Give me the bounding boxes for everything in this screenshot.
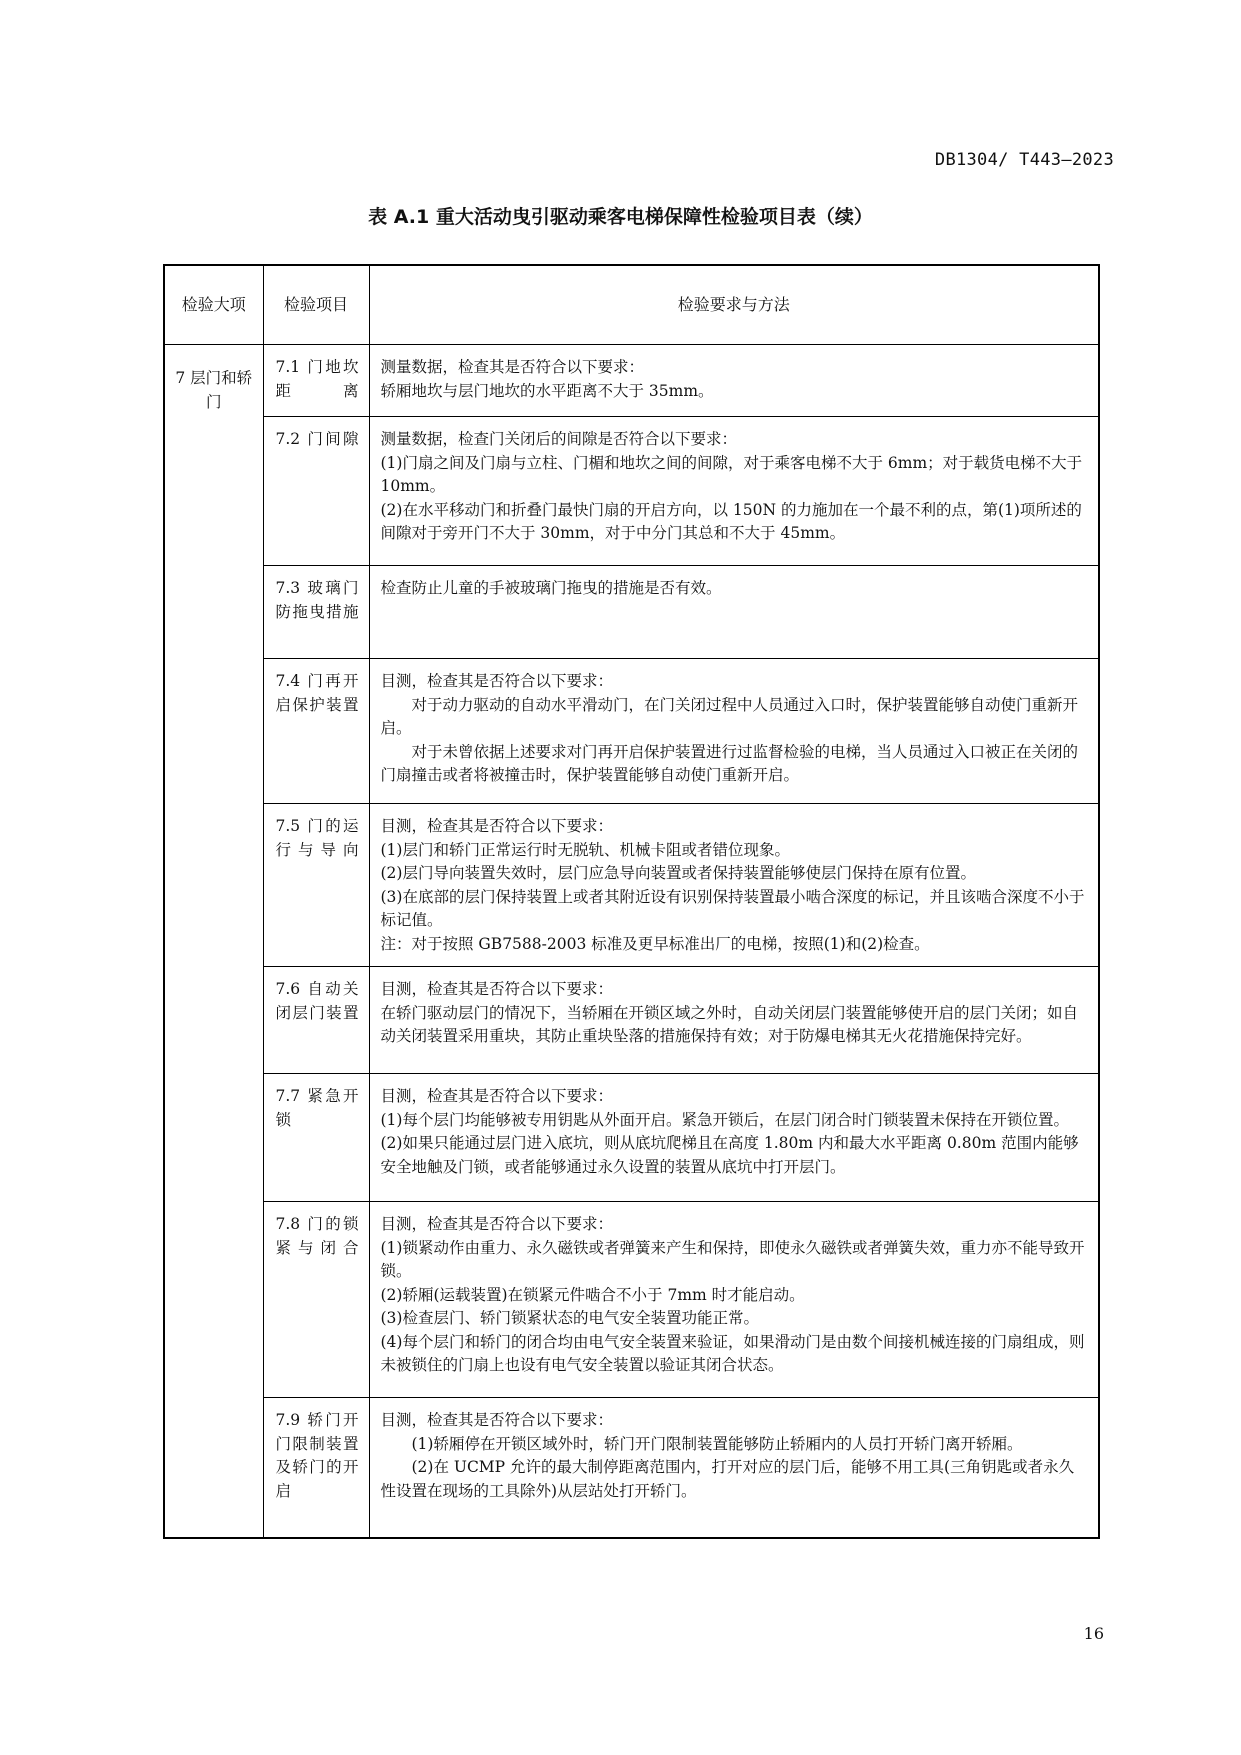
req-line: 对于动力驱动的自动水平滑动门，在门关闭过程中人员通过入口时，保护装置能够自动使门重新开启。 <box>380 695 1079 737</box>
req-line: 目测，检查其是否符合以下要求： <box>380 980 614 998</box>
requirement-cell <box>369 345 1099 417</box>
item-cell: 7.4 门再开启保护装置 <box>263 659 369 804</box>
req-line: (2)在水平移动门和折叠门最快门扇的开启方向，以 150N 的力施加在一个最不利的点，第(1)项所述的间隙对于旁开门不大于 30mm，对于中分门其总和不大于 45mm。 <box>380 500 1082 542</box>
req-line: 目测，检查其是否符合以下要求： <box>380 817 614 835</box>
req-line: (1)层门和轿门正常运行时无脱轨、机械卡阻或者错位现象。 <box>380 840 790 859</box>
item-cell: 7.8 门的锁紧与闭合 <box>263 1202 369 1398</box>
req-line: (1)门扇之间及门扇与立柱、门楣和地坎之间的间隙，对于乘客电梯不大于 6mm；对于载货电梯不大于 10mm。 <box>380 453 1083 495</box>
requirement-cell <box>369 1074 1099 1202</box>
table-row <box>164 566 1099 659</box>
req-line: 目测，检查其是否符合以下要求： <box>380 1411 614 1429</box>
item-cell: 7.6 自动关闭层门装置 <box>263 967 369 1074</box>
table-row <box>164 804 1099 967</box>
item-cell: 7.5 门的运行与导向 <box>263 804 369 967</box>
req-line: 目测，检查其是否符合以下要求： <box>380 672 614 690</box>
requirement-cell <box>369 804 1099 967</box>
item-cell: 7.7 紧急开锁 <box>263 1074 369 1202</box>
table-row <box>164 1074 1099 1202</box>
item-cell: 7.1 门地坎距离 <box>263 345 369 417</box>
requirement-cell <box>369 1202 1099 1398</box>
page-number: 16 <box>1083 1624 1104 1643</box>
table-row <box>164 1398 1099 1538</box>
table-title: 表 A.1 重大活动曳引驱动乘客电梯保障性检验项目表（续） <box>368 206 873 228</box>
header-requirement: 检验要求与方法 <box>369 265 1099 345</box>
header-category: 检验大项 <box>164 265 263 345</box>
req-line: (2)在 UCMP 允许的最大制停距离范围内，打开对应的层门后，能够不用工具(三角钥匙或者永久性设置在现场的工具除外)从层站处打开轿门。 <box>380 1458 1075 1500</box>
requirement-cell <box>369 417 1099 566</box>
req-line: (1)每个层门均能够被专用钥匙从外面开启。紧急开锁后，在层门闭合时门锁装置未保持在开锁位置。 <box>380 1110 1069 1129</box>
req-line: 检查防止儿童的手被玻璃门拖曳的措施是否有效。 <box>380 579 722 597</box>
item-cell: 7.3 玻璃门防拖曳措施 <box>263 566 369 659</box>
req-line: (2)层门导向装置失效时，层门应急导向装置或者保持装置能够使层门保持在原有位置。 <box>380 864 976 882</box>
inspection-table <box>163 264 1100 1539</box>
req-line: 测量数据，检查门关闭后的间隙是否符合以下要求： <box>380 430 738 448</box>
req-line: (2)如果只能通过层门进入底坑，则从底坑爬梯且在高度 1.80m 内和最大水平距离 0.80m 范围内能够安全地触及门锁，或者能够通过永久设置的装置从底坑中打开层门。 <box>380 1134 1079 1176</box>
table-row <box>164 1202 1099 1398</box>
item-cell: 7.2 门间隙 <box>263 417 369 566</box>
requirement-cell <box>369 967 1099 1074</box>
requirement-cell <box>369 1398 1099 1538</box>
req-line: (1)轿厢停在开锁区域外时，轿门开门限制装置能够防止轿厢内的人员打开轿门离开轿厢。 <box>411 1434 1023 1453</box>
req-line: (4)每个层门和轿门的闭合均由电气安全装置来验证，如果滑动门是由数个间接机械连接的门扇组成，则未被锁住的门扇上也设有电气安全装置以验证其闭合状态。 <box>380 1332 1085 1374</box>
req-line: 目测，检查其是否符合以下要求： <box>380 1087 614 1105</box>
req-line: (1)锁紧动作由重力、永久磁铁或者弹簧来产生和保持，即使永久磁铁或者弹簧失效，重力亦不能导致开锁。 <box>380 1238 1085 1280</box>
req-line: 轿厢地坎与层门地坎的水平距离不大于 35mm。 <box>380 381 714 400</box>
req-line: 在轿门驱动层门的情况下，当轿厢在开锁区域之外时，自动关闭层门装置能够使开启的层门关闭；如自动关闭装置采用重块，其防止重块坠落的措施保持有效；对于防爆电梯其无火花措施保持完好。 <box>380 1003 1079 1045</box>
req-note: 注：对于按照 GB7588-2003 标准及更早标准出厂的电梯，按照(1)和(2)检查。 <box>380 934 930 953</box>
req-line: (3)检查层门、轿门锁紧状态的电气安全装置功能正常。 <box>380 1309 759 1327</box>
category-cell: 7 层门和轿门 <box>164 345 263 1538</box>
req-line: 对于未曾依据上述要求对门再开启保护装置进行过监督检验的电梯，当人员通过入口被正在关闭的门扇撞击或者将被撞击时，保护装置能够自动使门重新开启。 <box>380 742 1079 784</box>
table-row <box>164 967 1099 1074</box>
header-item: 检验项目 <box>263 265 369 345</box>
requirement-cell <box>369 566 1099 659</box>
document-code: DB1304/ T443—2023 <box>934 150 1114 170</box>
req-line: 目测，检查其是否符合以下要求： <box>380 1215 614 1233</box>
table-row <box>164 345 1099 417</box>
table-row <box>164 417 1099 566</box>
table-header-row <box>164 265 1099 345</box>
req-line: (2)轿厢(运载装置)在锁紧元件啮合不小于 7mm 时才能启动。 <box>380 1285 805 1304</box>
req-line: 测量数据，检查其是否符合以下要求： <box>380 358 645 376</box>
table-row <box>164 659 1099 804</box>
req-line: (3)在底部的层门保持装置上或者其附近设有识别保持装置最小啮合深度的标记，并且该啮合深度不小于标记值。 <box>380 887 1085 929</box>
requirement-cell <box>369 659 1099 804</box>
item-cell: 7.9 轿门开门限制装置及轿门的开启 <box>263 1398 369 1538</box>
